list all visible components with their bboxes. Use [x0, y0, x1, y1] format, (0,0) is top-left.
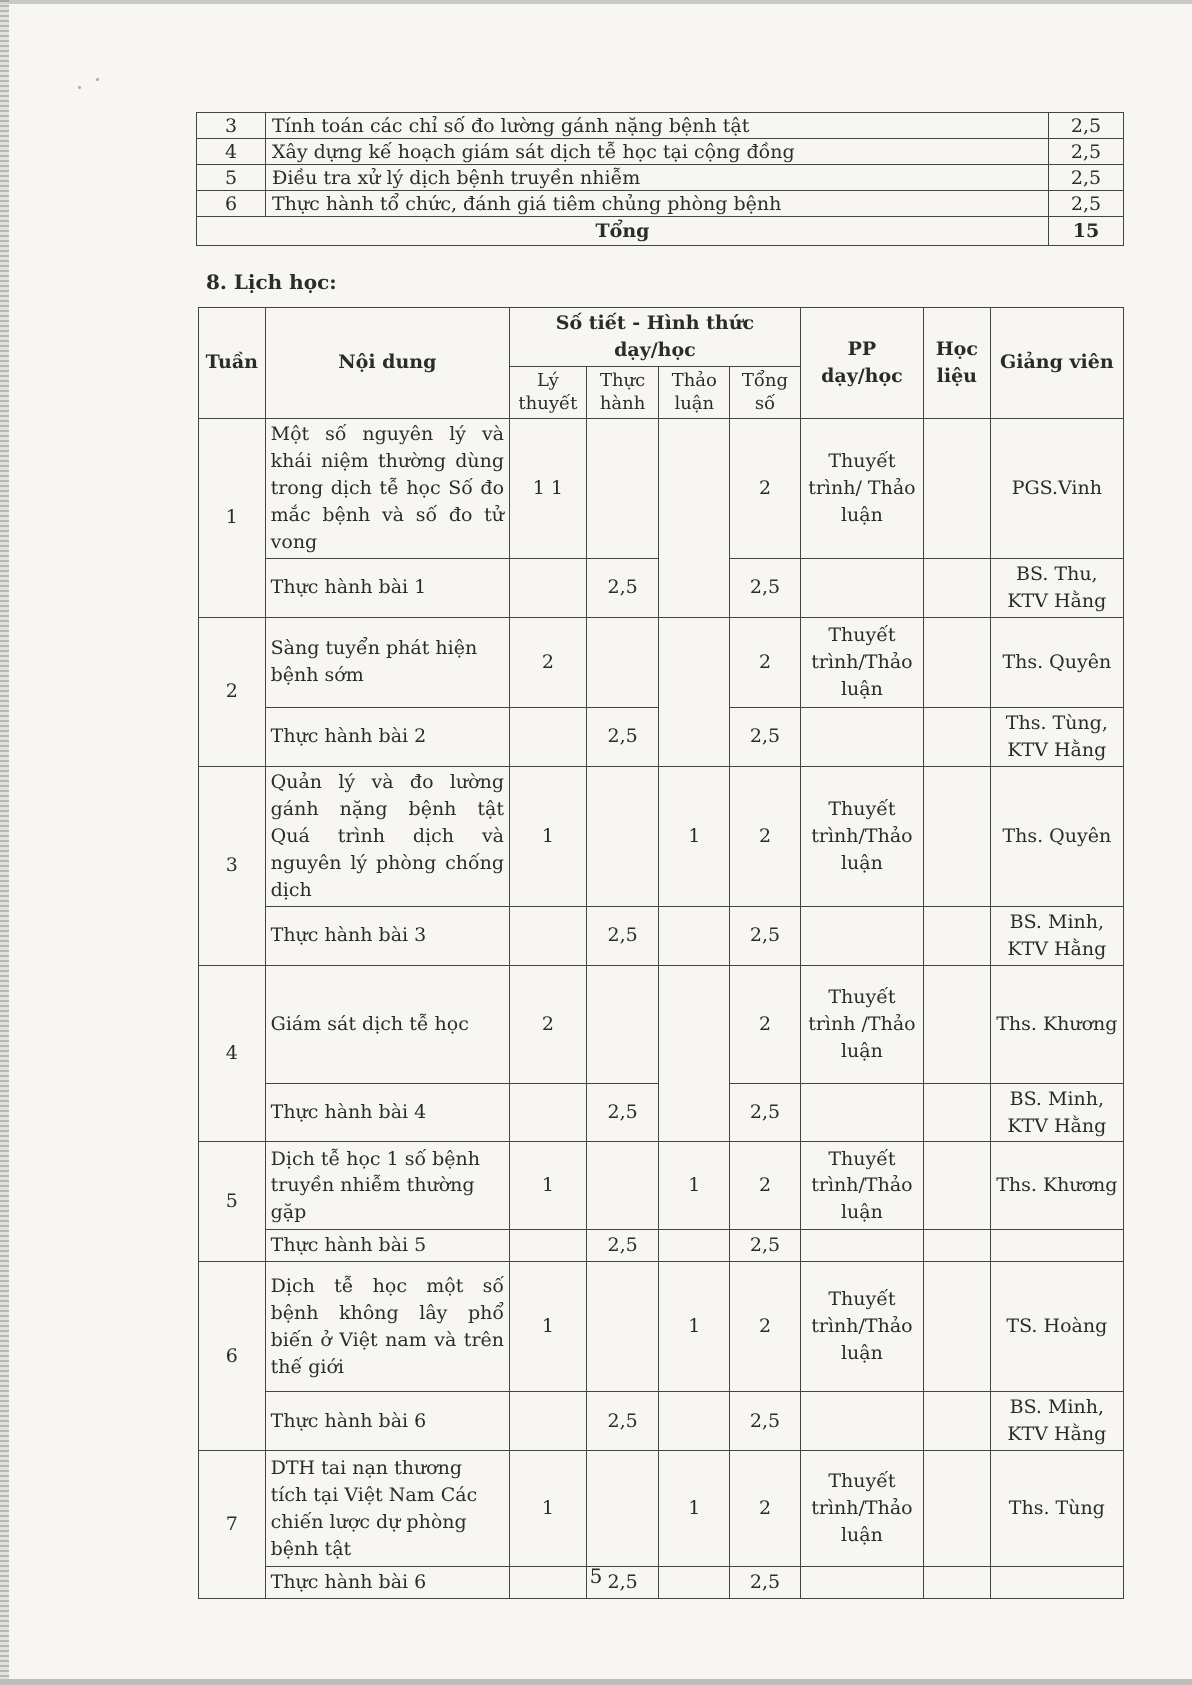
header-row — [199, 308, 1124, 367]
practice-hours — [586, 1451, 659, 1567]
total-hours: 2 — [730, 1262, 801, 1392]
header-week: Tuần — [199, 308, 266, 419]
lecture-content: Một số nguyên lý và khái niệm thường dùng trong dịch tễ học Số đo mắc bệnh và số đo tử vong — [265, 418, 509, 558]
teaching-method — [800, 906, 923, 965]
materials — [924, 1262, 991, 1392]
lecture-content: Giám sát dịch tễ học — [265, 965, 509, 1083]
total-hours: 2,5 — [730, 558, 801, 617]
week-number: 3 — [199, 766, 266, 965]
materials — [924, 617, 991, 707]
scan-speck — [96, 78, 99, 81]
total-value: 15 — [1049, 217, 1124, 246]
row-number: 3 — [197, 113, 266, 139]
practice-hours: 2,5 — [586, 707, 659, 766]
theory-hours — [510, 1230, 587, 1262]
practice-hours: 2,5 — [586, 1230, 659, 1262]
lecturer: Ths. Quyên — [990, 766, 1123, 906]
practice-hours — [586, 766, 659, 906]
practice-hours-summary-table — [196, 112, 1124, 246]
theory-hours: 2 — [510, 617, 587, 707]
materials — [924, 558, 991, 617]
theory-hours — [510, 906, 587, 965]
lecture-content: Thực hành bài 4 — [265, 1083, 509, 1142]
total-hours: 2 — [730, 766, 801, 906]
theory-hours: 2 — [510, 965, 587, 1083]
lecturer: Ths. Khương — [990, 1142, 1123, 1230]
header-total: Tổng số — [730, 366, 801, 418]
teaching-method: Thuyết trình /Thảo luận — [800, 965, 923, 1083]
theory-hours — [510, 558, 587, 617]
lecturer: Ths. Khương — [990, 965, 1123, 1083]
practice-hours — [586, 617, 659, 707]
total-hours: 2 — [730, 418, 801, 558]
schedule-row — [199, 766, 1124, 906]
materials — [924, 1142, 991, 1230]
table-row — [197, 165, 1124, 191]
total-hours: 2 — [730, 1451, 801, 1567]
practice-hours — [586, 1142, 659, 1230]
total-hours: 2,5 — [730, 1083, 801, 1142]
week-number: 4 — [199, 965, 266, 1142]
discussion-hours — [659, 1230, 730, 1262]
page-number: 5 — [589, 1564, 603, 1588]
lecturer: BS. Minh, KTV Hằng — [990, 1083, 1123, 1142]
lecture-content: Thực hành bài 6 — [265, 1567, 509, 1599]
total-hours: 2,5 — [730, 906, 801, 965]
week-number: 7 — [199, 1451, 266, 1599]
row-content: Thực hành tổ chức, đánh giá tiêm chủng phòng bệnh — [266, 191, 1049, 217]
row-value: 2,5 — [1049, 113, 1124, 139]
table-row — [197, 139, 1124, 165]
lecture-content: Quản lý và đo lường gánh nặng bệnh tật Quá trình dịch và nguyên lý phòng chống dịch — [265, 766, 509, 906]
lecturer: BS. Thu, KTV Hằng — [990, 558, 1123, 617]
theory-hours: 1 — [510, 766, 587, 906]
materials — [924, 1451, 991, 1567]
header-theory: Lý thuyết — [510, 366, 587, 418]
discussion-hours — [659, 1392, 730, 1451]
lecturer — [990, 1230, 1123, 1262]
materials — [924, 418, 991, 558]
practice-hours: 2,5 — [586, 1083, 659, 1142]
theory-hours — [510, 707, 587, 766]
row-content: Điều tra xử lý dịch bệnh truyền nhiễm — [266, 165, 1049, 191]
scan-edge-left — [0, 0, 9, 1685]
lecture-content: DTH tai nạn thương tích tại Việt Nam Các chiến lược dự phòng bệnh tật — [265, 1451, 509, 1567]
practice-hours: 2,5 — [586, 558, 659, 617]
row-number: 4 — [197, 139, 266, 165]
lecture-content: Thực hành bài 2 — [265, 707, 509, 766]
teaching-method — [800, 1392, 923, 1451]
lecture-content: Thực hành bài 3 — [265, 906, 509, 965]
week-number: 1 — [199, 418, 266, 617]
schedule-row — [199, 906, 1124, 965]
week-number: 6 — [199, 1262, 266, 1451]
lecture-content: Sàng tuyển phát hiện bệnh sớm — [265, 617, 509, 707]
teaching-method: Thuyết trình/Thảo luận — [800, 1262, 923, 1392]
teaching-method: Thuyết trình/Thảo luận — [800, 1142, 923, 1230]
row-content: Tính toán các chỉ số đo lường gánh nặng bệnh tật — [266, 113, 1049, 139]
lecture-content: Thực hành bài 1 — [265, 558, 509, 617]
teaching-method: Thuyết trình/Thảo luận — [800, 766, 923, 906]
row-number: 5 — [197, 165, 266, 191]
row-value: 2,5 — [1049, 191, 1124, 217]
practice-hours — [586, 418, 659, 558]
discussion-hours — [659, 906, 730, 965]
teaching-method — [800, 1083, 923, 1142]
practice-hours: 2,5 — [586, 1392, 659, 1451]
materials — [924, 1083, 991, 1142]
lecturer: Ths. Tùng — [990, 1451, 1123, 1567]
theory-hours: 1 1 — [510, 418, 587, 558]
practice-hours: 2,5 — [586, 1567, 659, 1599]
total-hours: 2,5 — [730, 707, 801, 766]
lecture-content: Thực hành bài 5 — [265, 1230, 509, 1262]
materials — [924, 906, 991, 965]
materials — [924, 965, 991, 1083]
lecture-content: Thực hành bài 6 — [265, 1392, 509, 1451]
schedule-row — [199, 617, 1124, 707]
total-hours: 2 — [730, 617, 801, 707]
header-method: PP dạy/học — [800, 308, 923, 419]
teaching-method — [800, 707, 923, 766]
lecturer: Ths. Quyên — [990, 617, 1123, 707]
discussion-hours: 1 — [659, 1142, 730, 1230]
schedule-row — [199, 965, 1124, 1083]
teaching-method — [800, 1230, 923, 1262]
lecturer: TS. Hoàng — [990, 1262, 1123, 1392]
scan-edge-top — [0, 0, 1192, 4]
header-materials: Học liệu — [924, 308, 991, 419]
schedule-row — [199, 1142, 1124, 1230]
materials — [924, 766, 991, 906]
discussion-hours — [659, 965, 730, 1142]
row-number: 6 — [197, 191, 266, 217]
discussion-hours: 1 — [659, 1262, 730, 1392]
discussion-hours — [659, 617, 730, 766]
week-number: 2 — [199, 617, 266, 766]
scan-edge-bottom — [0, 1679, 1192, 1685]
teaching-method: Thuyết trình/Thảo luận — [800, 1451, 923, 1567]
practice-hours: 2,5 — [586, 906, 659, 965]
theory-hours: 1 — [510, 1142, 587, 1230]
total-hours: 2 — [730, 1142, 801, 1230]
total-row — [197, 217, 1124, 246]
theory-hours: 1 — [510, 1451, 587, 1567]
discussion-hours: 1 — [659, 766, 730, 906]
table-row — [197, 113, 1124, 139]
total-hours: 2,5 — [730, 1230, 801, 1262]
total-hours: 2,5 — [730, 1567, 801, 1599]
lecture-content: Dịch tễ học 1 số bệnh truyền nhiễm thường gặp — [265, 1142, 509, 1230]
practice-hours — [586, 1262, 659, 1392]
section-heading: 8. Lịch học: — [206, 270, 337, 294]
schedule-row — [199, 1230, 1124, 1262]
schedule-row — [199, 1451, 1124, 1567]
lecturer: BS. Minh, KTV Hằng — [990, 906, 1123, 965]
header-discussion: Thảo luận — [659, 366, 730, 418]
lecturer: PGS.Vinh — [990, 418, 1123, 558]
header-hours-group: Số tiết - Hình thức dạy/học — [510, 308, 801, 367]
teaching-method: Thuyết trình/Thảo luận — [800, 617, 923, 707]
row-value: 2,5 — [1049, 165, 1124, 191]
table-row — [197, 191, 1124, 217]
week-number: 5 — [199, 1142, 266, 1262]
lecturer: Ths. Tùng, KTV Hằng — [990, 707, 1123, 766]
discussion-hours: 1 — [659, 1451, 730, 1567]
theory-hours — [510, 1392, 587, 1451]
total-hours: 2,5 — [730, 1392, 801, 1451]
row-value: 2,5 — [1049, 139, 1124, 165]
schedule-row — [199, 1392, 1124, 1451]
materials — [924, 707, 991, 766]
header-practice: Thực hành — [586, 366, 659, 418]
teaching-method — [800, 558, 923, 617]
discussion-hours — [659, 418, 730, 617]
schedule-row — [199, 418, 1124, 558]
lecture-content: Dịch tễ học một số bệnh không lây phổ biến ở Việt nam và trên thế giới — [265, 1262, 509, 1392]
total-label: Tổng — [197, 217, 1049, 246]
teaching-method: Thuyết trình/ Thảo luận — [800, 418, 923, 558]
materials — [924, 1392, 991, 1451]
total-hours: 2 — [730, 965, 801, 1083]
schedule-row — [199, 1262, 1124, 1392]
header-content: Nội dung — [265, 308, 509, 419]
row-content: Xây dựng kế hoạch giám sát dịch tễ học tại cộng đồng — [266, 139, 1049, 165]
practice-hours — [586, 965, 659, 1083]
theory-hours — [510, 1083, 587, 1142]
materials — [924, 1230, 991, 1262]
scan-speck — [78, 86, 81, 89]
lecturer: BS. Minh, KTV Hằng — [990, 1392, 1123, 1451]
theory-hours: 1 — [510, 1262, 587, 1392]
header-lecturer: Giảng viên — [990, 308, 1123, 419]
schedule-table — [198, 307, 1124, 1599]
